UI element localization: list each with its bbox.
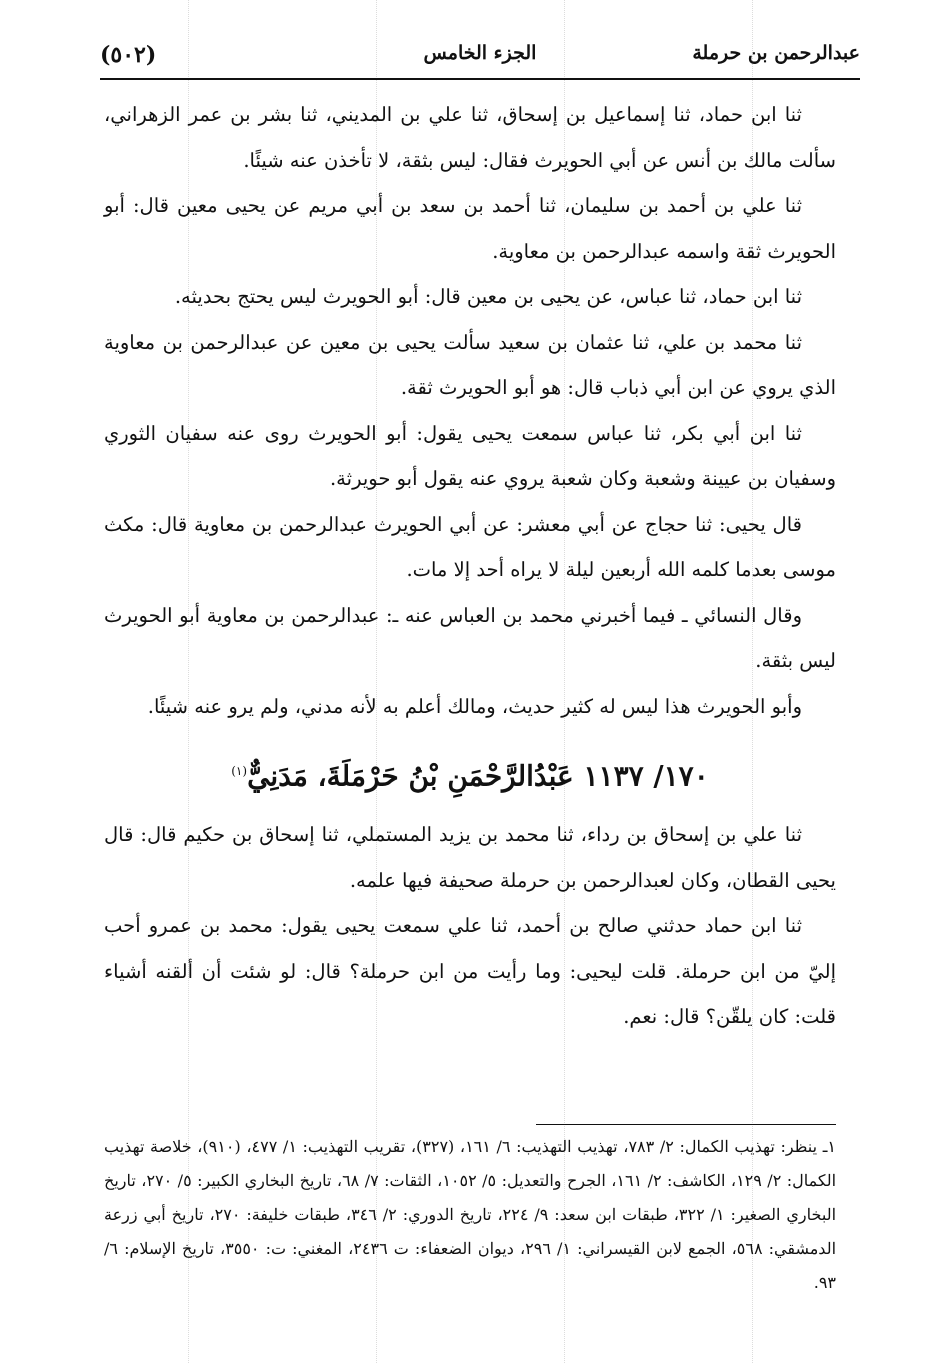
paragraph: ثنا ابن حماد حدثني صالح بن أحمد، ثنا علي سمعت يحيى يقول: محمد بن عمرو أحب إليّ من ابن حرملة. قلت ليحيى: وما رأيت من ابن حرملة؟ قال: لو شئت أن ألقنه أشياء قلت: كان يلقّن؟ قال: نعم. bbox=[104, 914, 836, 1029]
paragraph: وقال النسائي ـ فيما أخبرني محمد بن العباس عنه ـ: عبدالرحمن بن معاوية أبو الحويرث ليس بثقة. bbox=[104, 603, 836, 672]
page-header bbox=[100, 38, 860, 80]
volume-label: الجزء الخامس bbox=[423, 42, 537, 64]
paragraph: قال يحيى: ثنا حجاج عن أبي معشر: عن أبي الحويرث عبدالرحمن بن معاوية قال: مكث موسى بعدما كلمه الله أربعين ليلة لا يراه أحد إلا مات. bbox=[104, 512, 836, 581]
paragraph: ثنا ابن أبي بكر، ثنا عباس سمعت يحيى يقول: أبو الحويرث روى عنه سفيان الثوري وسفيان بن عيينة وشعبة وكان شعبة يروي عنه يقول أبو حويرثة. bbox=[104, 421, 836, 490]
footnote-separator bbox=[536, 1124, 836, 1125]
paragraph: ثنا ابن حماد، ثنا إسماعيل بن إسحاق، ثنا علي بن المديني، ثنا بشر بن عمر الزهراني، سألت مالك بن أنس عن أبي الحويرث فقال: ليس بثقة، لا تأخذن عنه شيئًا. bbox=[104, 103, 836, 172]
paragraph: وأبو الحويرث هذا ليس له كثير حديث، ومالك أعلم به لأنه مدني، ولم يرو عنه شيئًا. bbox=[147, 694, 802, 718]
running-title: عبدالرحمن بن حرملة bbox=[692, 42, 860, 64]
footnote-reference: (١) bbox=[231, 764, 248, 778]
footnote-text: ١ـ ينظر: تهذيب الكمال: ٢/ ٧٨٣، تهذيب التهذيب: ٦/ ١٦١، (٣٢٧)، تقريب التهذيب: ١/ ٤٧٧، (٩١٠)، خلاصة تهذيب الكمال: ٢/ ١٢٩، الكاشف: ٢/ ١٦١، الجرح والتعديل: ٥/ ١٠٥٢، الثقات: ٧/ ٦٨، تاريخ البخاري الكبير: ٥/ ٢٧٠، تاريخ البخاري الصغير: ١/ ٣٢٢، طبقات ابن سعد: ٩/ ٢٢٤، تاريخ الدوري: ٢/ ٣٤٦، طبقات خليفة: ٢٧٠، تاريخ أبي زرعة الدمشقي: ٥٦٨، الجمع لابن القيسراني: ١/ ٢٩٦، ديوان الضعفاء: ت ٢٤٣٦، المغني: ت: ٣٥٥٠، تاريخ الإسلام: ٦/ ٩٣. bbox=[104, 1137, 837, 1292]
paragraph: ثنا علي بن إسحاق بن رداء، ثنا محمد بن يزيد المستملي، ثنا إسحاق بن حكيم قال: قال يحيى القطان، وكان لعبدالرحمن بن حرملة صحيفة فيها علمه. bbox=[104, 823, 836, 892]
entry-heading bbox=[104, 735, 836, 812]
footnotes-section bbox=[104, 1130, 836, 1300]
paragraph: ثنا علي بن أحمد بن سليمان، ثنا أحمد بن سعد بن أبي مريم عن يحيى معين قال: أبو الحويرث ثقة واسمه عبدالرحمن بن معاوية. bbox=[104, 194, 836, 263]
paragraph: ثنا محمد بن علي، ثنا عثمان بن سعيد سألت يحيى بن معين عن عبدالرحمن بن معاوية الذي يروي عن ابن أبي ذباب قال: هو أبو الحويرث ثقة. bbox=[104, 330, 836, 399]
page-number: (٥٠٢) bbox=[100, 42, 157, 68]
entry-title-text: ١٧٠/ ١١٣٧ عَبْدُالرَّحْمَنِ بْنُ حَرْمَلَةَ، مَدَنِيٌّ bbox=[247, 759, 709, 793]
main-text bbox=[104, 92, 836, 1040]
paragraph: ثنا ابن حماد، ثنا عباس، عن يحيى بن معين قال: أبو الحويرث ليس يحتج بحديثه. bbox=[174, 285, 802, 308]
